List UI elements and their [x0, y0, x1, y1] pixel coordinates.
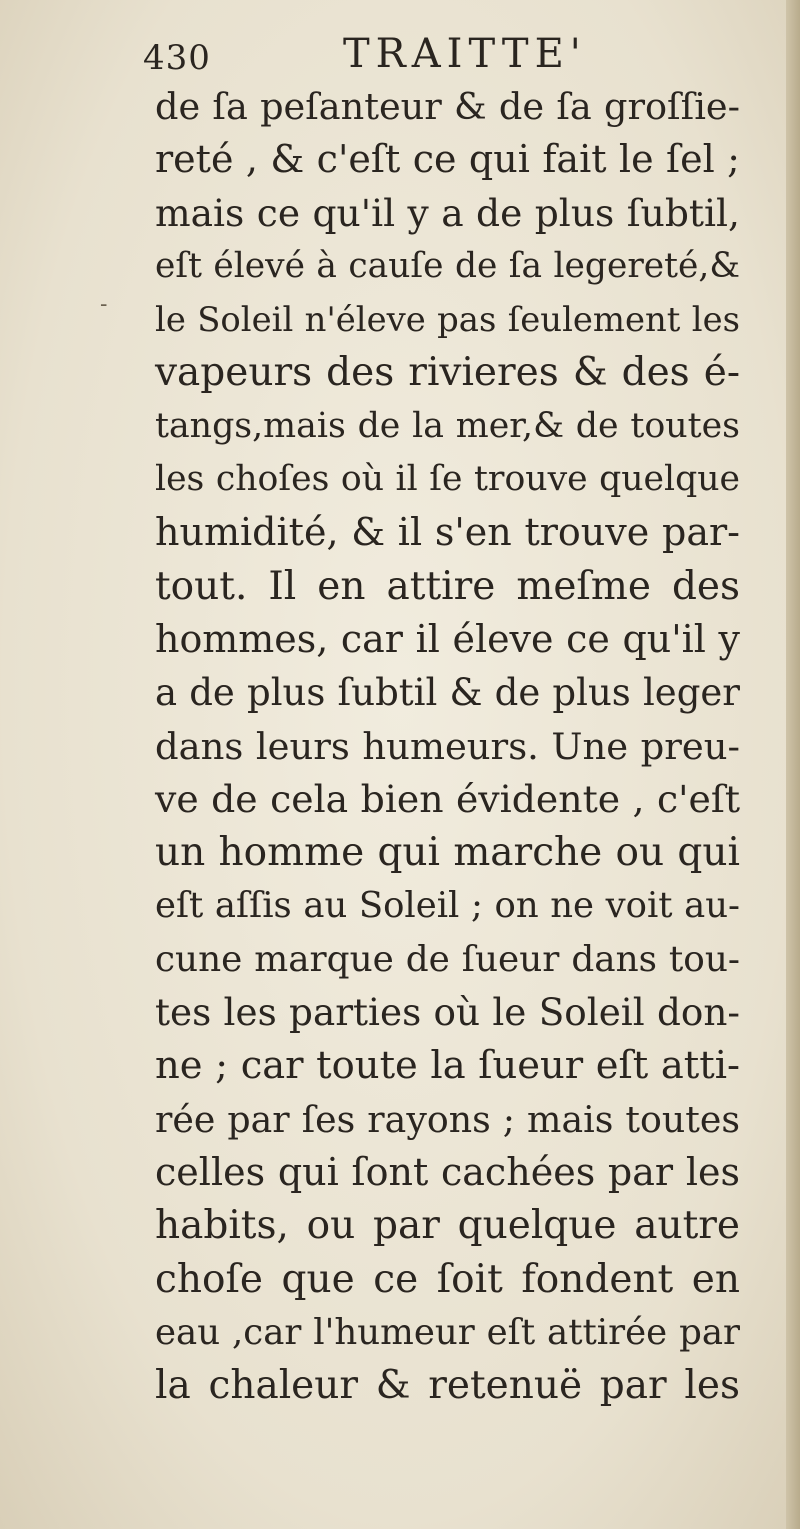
- text-line: reté , & c'eſt ce qui fait le ſel ;: [155, 137, 740, 182]
- text-line: de ſa peſanteur & de ſa groſſie-: [155, 85, 740, 128]
- body-text: [155, 80, 740, 1412]
- text-line: un homme qui marche ou qui: [155, 830, 740, 876]
- text-line: dans leurs humeurs. Une preu-: [155, 724, 740, 768]
- text-line: rée par ſes rayons ; mais toutes: [155, 1097, 740, 1141]
- text-line: cune marque de ſueur dans tou-: [155, 938, 740, 980]
- text-line: mais ce qu'il y a de plus ſubtil,: [155, 190, 740, 235]
- text-line: eau ,car l'humeur eſt attirée par: [155, 1311, 740, 1353]
- text-line: celles qui ſont cachées par les: [155, 1149, 740, 1194]
- text-line: ve de cela bien évidente , c'eſt: [155, 776, 740, 821]
- text-line: les choſes où il ſe trouve quelque: [155, 459, 740, 500]
- text-line: ne ; car toute la ſueur eſt atti-: [155, 1043, 740, 1089]
- text-line: eſt aſſis au Soleil ; on ne voit au-: [155, 885, 740, 927]
- text-line: la chaleur & retenuë par les: [155, 1363, 740, 1409]
- text-line: eſt élevé à cauſe de ſa legereté,&: [155, 245, 740, 286]
- text-line: tes les parties où le Soleil don-: [155, 990, 740, 1035]
- text-line: tout. Il en attire meſme des: [155, 563, 740, 609]
- text-line: a de plus ſubtil & de plus leger: [155, 671, 740, 715]
- page-edge: [786, 0, 800, 1529]
- text-line: habits, ou par quelque autre: [155, 1203, 740, 1249]
- text-line: vapeurs des rivieres & des é-: [155, 350, 740, 396]
- text-line: humidité, & il s'en trouve par-: [155, 510, 740, 555]
- page-header: [143, 30, 743, 80]
- text-line: le Soleil n'éleve pas ſeulement les: [155, 300, 740, 340]
- running-title: TRAITTE': [343, 31, 587, 77]
- text-line: choſe que ce ſoit fondent en: [155, 1256, 740, 1302]
- page-number: 430: [143, 38, 211, 78]
- margin-mark: -: [100, 292, 108, 317]
- text-line: hommes, car il éleve ce qu'il y: [155, 616, 740, 661]
- text-line: tangs,mais de la mer,& de toutes: [155, 405, 740, 446]
